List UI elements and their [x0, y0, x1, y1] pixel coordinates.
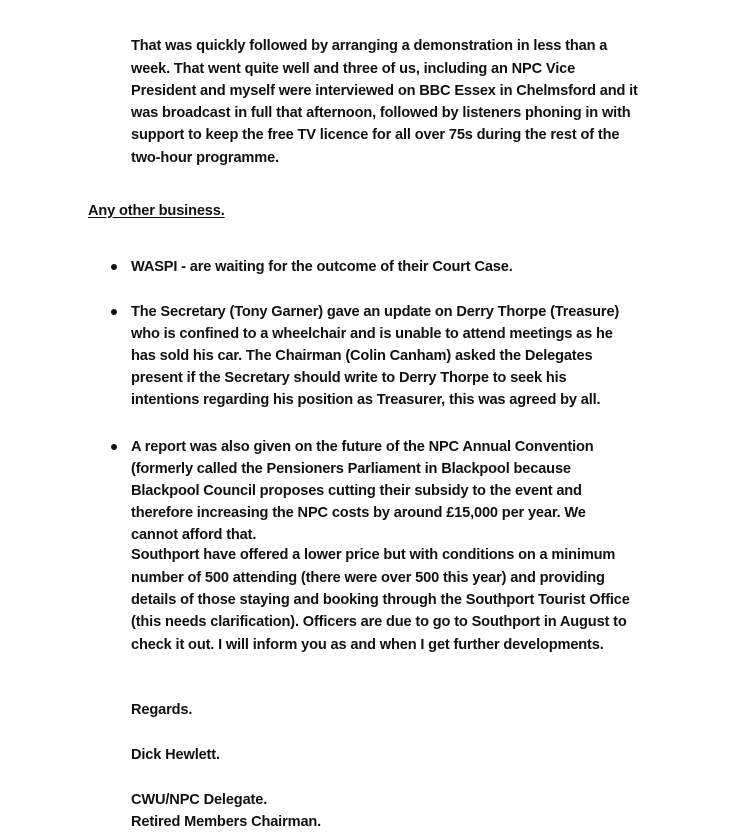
bullet-line: (this needs clarification). Officers are due to go to Southport in August to	[131, 614, 627, 630]
bullet-line: present if the Secretary should write to Derry Thorpe to seek his	[131, 370, 567, 386]
bullet-line: Southport have offered a lower price but with conditions on a minimum	[131, 547, 616, 563]
paragraph-line: two-hour programme.	[131, 150, 279, 166]
bullet-line: number of 500 attending (there were over 500 this year) and providing	[131, 570, 605, 586]
section-heading-any-other-business: Any other business.	[88, 203, 225, 219]
paragraph-line: support to keep the free TV licence for all over 75s during the rest of the	[131, 127, 620, 143]
bullet-icon	[111, 444, 117, 450]
bullet-line: Blackpool Council proposes cutting their subsidy to the event and	[131, 483, 582, 499]
bullet-icon	[111, 264, 117, 270]
signatory-title: Retired Members Chairman.	[131, 814, 322, 830]
bullet-line: WASPI - are waiting for the outcome of their Court Case.	[131, 259, 513, 275]
bullet-line: has sold his car. The Chairman (Colin Canham) asked the Delegates	[131, 348, 593, 364]
bullet-line: check it out. I will inform you as and when I get further developments.	[131, 637, 604, 653]
bullet-line: intentions regarding his position as Treasurer, this was agreed by all.	[131, 392, 601, 408]
paragraph-line: President and myself were interviewed on BBC Essex in Chelmsford and it	[131, 83, 638, 99]
paragraph-line: week. That went quite well and three of us, including an NPC Vice	[131, 61, 576, 77]
bullet-line: cannot afford that.	[131, 527, 257, 543]
paragraph-line: was broadcast in full that afternoon, followed by listeners phoning in with	[131, 105, 631, 121]
bullet-icon	[111, 309, 117, 315]
signatory-title: CWU/NPC Delegate.	[131, 792, 268, 808]
bullet-line: The Secretary (Tony Garner) gave an update on Derry Thorpe (Treasure)	[131, 304, 620, 320]
paragraph-line: That was quickly followed by arranging a demonstration in less than a	[131, 38, 608, 54]
bullet-line: A report was also given on the future of the NPC Annual Convention	[131, 439, 594, 455]
bullet-line: therefore increasing the NPC costs by around £15,000 per year. We	[131, 505, 586, 521]
bullet-line: (formerly called the Pensioners Parliament in Blackpool because	[131, 461, 571, 477]
signatory-name: Dick Hewlett.	[131, 747, 220, 763]
bullet-line: who is confined to a wheelchair and is unable to attend meetings as he	[131, 326, 613, 342]
bullet-line: details of those staying and booking through the Southport Tourist Office	[131, 592, 630, 608]
closing-text: Regards.	[131, 702, 193, 718]
